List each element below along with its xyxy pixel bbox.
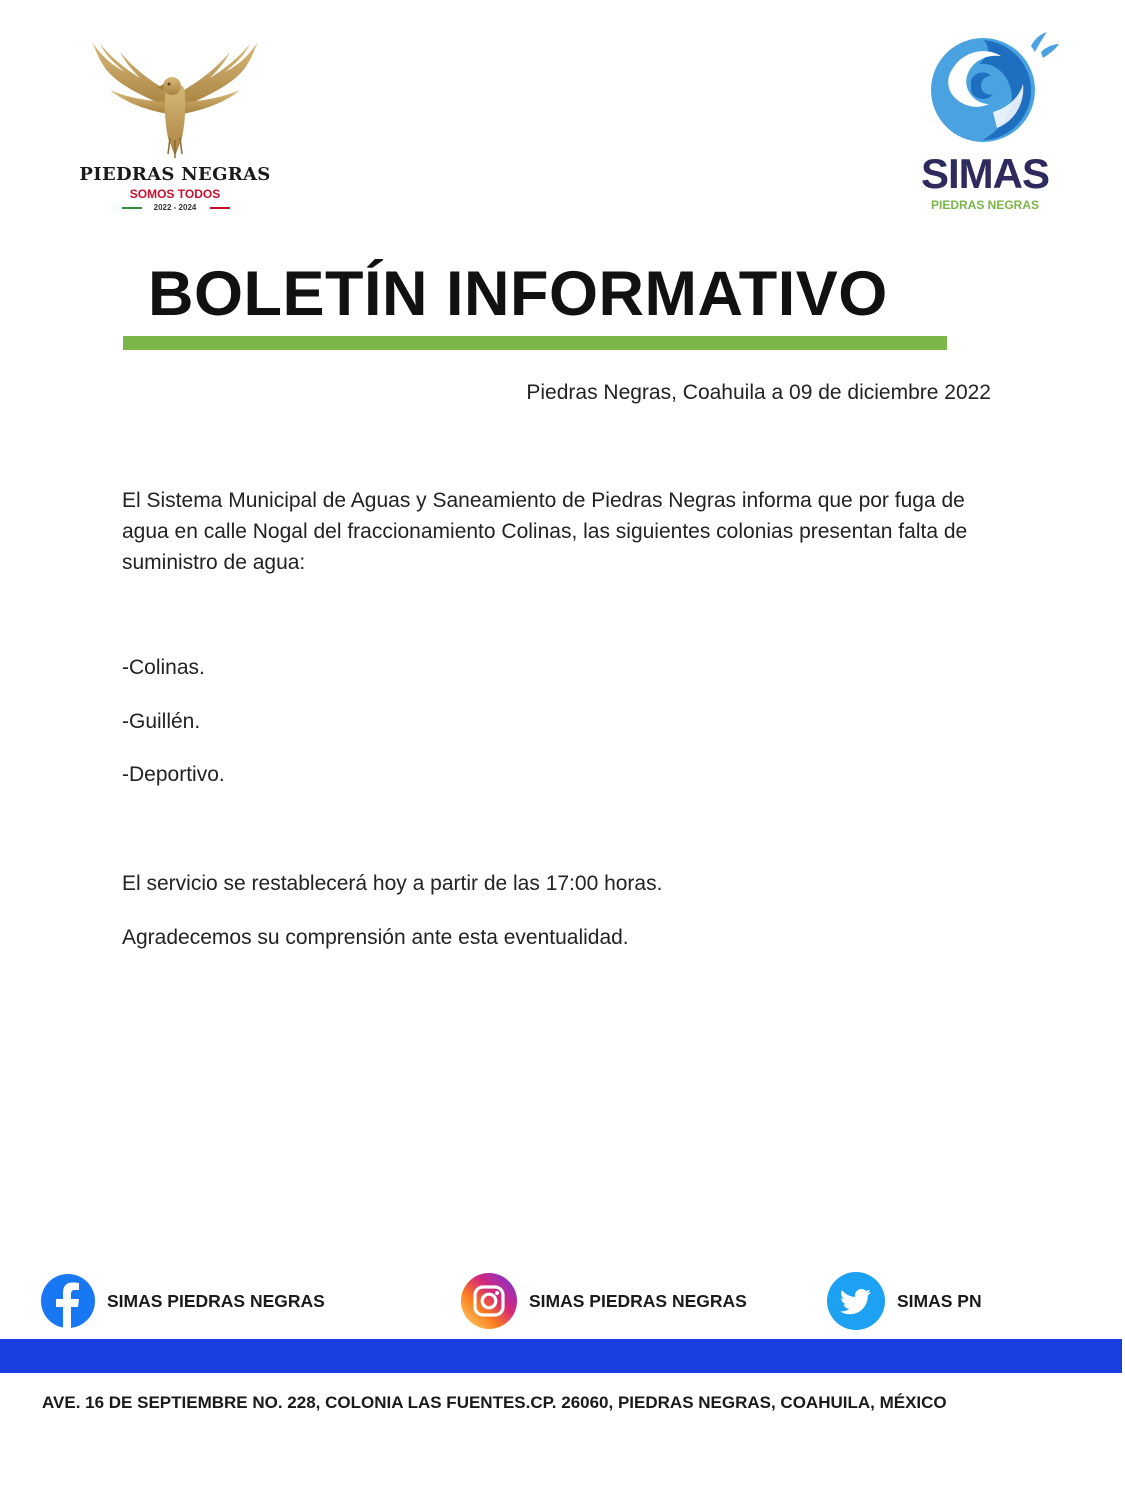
- simas-subtitle: PIEDRAS NEGRAS: [930, 198, 1040, 212]
- bulletin-title: BOLETÍN INFORMATIVO: [148, 259, 888, 329]
- intro-paragraph: El Sistema Municipal de Aguas y Saneamiento de Piedras Negras informa que por fuga de agua en calle Nogal del fraccionamiento Colinas, las siguientes colonias presentan falta de suministro de agua:: [122, 489, 968, 574]
- piedras-negras-wordmark: PIEDRAS NEGRAS: [79, 164, 271, 185]
- colonia-item: -Deportivo.: [122, 763, 225, 786]
- instagram-handle[interactable]: SIMAS PIEDRAS NEGRAS: [529, 1290, 747, 1311]
- water-swirl-icon: [923, 28, 1063, 148]
- title-underline: [123, 336, 947, 350]
- restore-notice: El servicio se restablecerá hoy a partir de las 17:00 horas.: [122, 872, 663, 895]
- facebook-icon[interactable]: [41, 1274, 95, 1328]
- somos-todos-tagline: SOMOS TODOS: [129, 187, 221, 201]
- social-facebook[interactable]: [41, 1273, 325, 1329]
- red-divider: [210, 207, 230, 209]
- administration-years: 2022 - 2024: [153, 203, 197, 212]
- simas-logo: [905, 28, 1085, 223]
- simas-wordmark: SIMAS: [920, 150, 1049, 197]
- facebook-handle[interactable]: SIMAS PIEDRAS NEGRAS: [107, 1290, 325, 1311]
- social-twitter[interactable]: [827, 1273, 982, 1329]
- thanks-line: Agradecemos su comprensión ante esta eventualidad.: [122, 926, 629, 949]
- colonia-item: -Colinas.: [122, 656, 205, 679]
- social-instagram[interactable]: [461, 1273, 747, 1329]
- dateline: Piedras Negras, Coahuila a 09 de diciembre 2022: [526, 381, 991, 404]
- instagram-icon[interactable]: [461, 1273, 517, 1329]
- golden-eagle-icon: [80, 38, 270, 163]
- piedras-negras-logo: [70, 38, 290, 218]
- footer-address: AVE. 16 DE SEPTIEMBRE NO. 228, COLONIA LAS FUENTES.CP. 26060, PIEDRAS NEGRAS, COAHUILA, MÉXICO: [42, 1393, 947, 1412]
- twitter-handle[interactable]: SIMAS PN: [897, 1290, 982, 1311]
- colonia-item: -Guillén.: [122, 710, 201, 733]
- twitter-icon[interactable]: [827, 1272, 885, 1330]
- footer-bar: [0, 1339, 1122, 1373]
